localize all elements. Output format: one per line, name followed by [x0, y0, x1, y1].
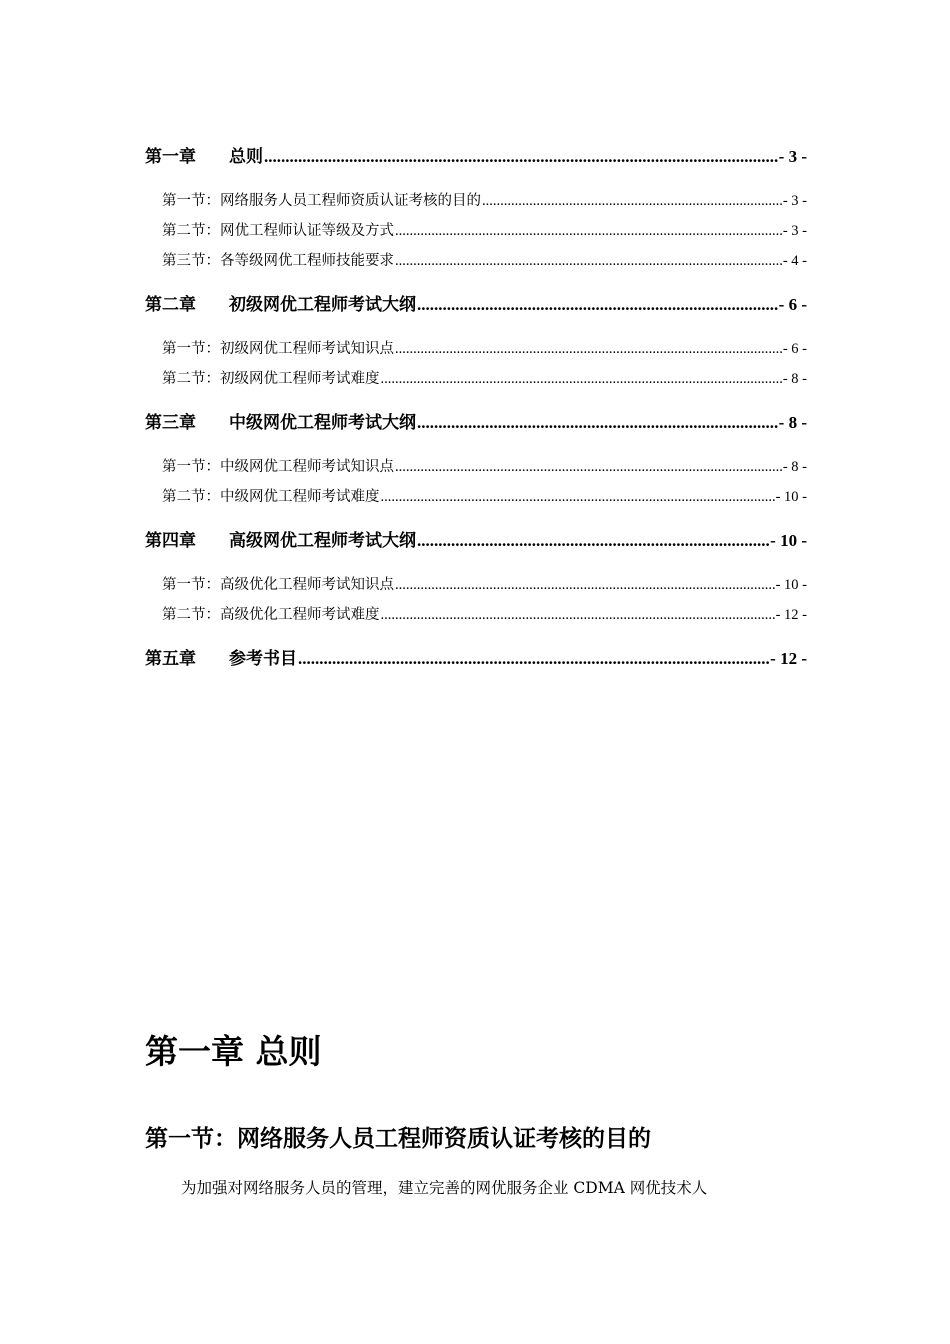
toc-entry-title: 高级优化工程师考试知识点 [220, 577, 394, 593]
toc-entry-number: 第一节： [162, 577, 220, 593]
toc-entry-page: - 6 - [782, 341, 807, 357]
toc-leader-dots [381, 482, 775, 512]
toc-leader-dots [381, 364, 782, 394]
toc-chapter-entry[interactable] [145, 143, 807, 171]
toc-entry-page: - 8 - [778, 413, 807, 432]
toc-leader-dots [264, 143, 778, 171]
toc-entry-page: - 10 - [770, 531, 807, 550]
toc-leader-dots [395, 334, 782, 364]
table-of-contents [145, 143, 807, 688]
toc-entry-number: 第二节： [162, 371, 220, 387]
toc-entry-number: 第一节： [162, 341, 220, 357]
toc-section-entry[interactable] [145, 186, 807, 216]
toc-entry-number: 第二节： [162, 223, 220, 239]
toc-section-entry[interactable] [145, 452, 807, 482]
toc-entry-number: 第四章 [145, 531, 196, 551]
toc-entry-title: 各等级网优工程师技能要求 [220, 253, 394, 269]
toc-leader-dots [395, 452, 782, 482]
toc-leader-dots [395, 246, 782, 276]
toc-chapter-entry[interactable] [145, 409, 807, 437]
toc-entry-title: 初级网优工程师考试难度 [220, 371, 380, 387]
toc-entry-page: - 3 - [782, 193, 807, 209]
toc-leader-dots [395, 570, 775, 600]
toc-entry-page: - 3 - [782, 223, 807, 239]
toc-leader-dots [395, 216, 782, 246]
toc-section-entry[interactable] [145, 246, 807, 276]
toc-section-entry[interactable] [145, 216, 807, 246]
toc-entry-page: - 6 - [778, 295, 807, 314]
toc-entry-title: 总则 [229, 147, 263, 167]
toc-entry-number: 第二节： [162, 607, 220, 623]
toc-entry-title: 网络服务人员工程师资质认证考核的目的 [220, 193, 481, 209]
toc-leader-dots [298, 645, 769, 673]
toc-entry-number: 第一节： [162, 459, 220, 475]
toc-section-entry[interactable] [145, 600, 807, 630]
toc-entry-number: 第一章 [145, 147, 196, 167]
toc-entry-number: 第三章 [145, 413, 196, 433]
toc-entry-number: 第五章 [145, 649, 196, 669]
toc-section-entry[interactable] [145, 364, 807, 394]
toc-section-entry[interactable] [145, 334, 807, 364]
toc-chapter-entry[interactable] [145, 291, 807, 319]
toc-entry-title: 参考书目 [229, 649, 297, 669]
toc-leader-dots [381, 600, 775, 630]
toc-entry-title: 高级网优工程师考试大纲 [229, 531, 416, 551]
toc-entry-page: - 10 - [775, 577, 807, 593]
toc-entry-title: 中级网优工程师考试大纲 [229, 413, 416, 433]
toc-entry-title: 初级网优工程师考试知识点 [220, 341, 394, 357]
toc-entry-title: 网优工程师认证等级及方式 [220, 223, 394, 239]
toc-section-entry[interactable] [145, 482, 807, 512]
toc-entry-page: - 4 - [782, 253, 807, 269]
toc-entry-page: - 3 - [778, 147, 807, 166]
toc-leader-dots [417, 291, 778, 319]
chapter-heading: 第一章 总则 [145, 1032, 322, 1071]
toc-entry-page: - 8 - [782, 459, 807, 475]
toc-entry-title: 中级网优工程师考试知识点 [220, 459, 394, 475]
toc-entry-title: 初级网优工程师考试大纲 [229, 295, 416, 315]
toc-entry-page: - 12 - [770, 649, 807, 668]
toc-entry-number: 第一节： [162, 193, 220, 209]
toc-entry-page: - 10 - [775, 489, 807, 505]
toc-leader-dots [417, 527, 769, 555]
toc-entry-title: 高级优化工程师考试难度 [220, 607, 380, 623]
body-paragraph: 为加强对网络服务人员的管理，建立完善的网优服务企业 CDMA 网优技术人 [181, 1179, 708, 1197]
toc-section-entry[interactable] [145, 570, 807, 600]
toc-entry-page: - 8 - [782, 371, 807, 387]
toc-entry-number: 第二章 [145, 295, 196, 315]
toc-chapter-entry[interactable] [145, 527, 807, 555]
toc-leader-dots [417, 409, 778, 437]
toc-entry-number: 第二节： [162, 489, 220, 505]
toc-chapter-entry[interactable] [145, 645, 807, 673]
toc-entry-number: 第三节： [162, 253, 220, 269]
section-heading: 第一节：网络服务人员工程师资质认证考核的目的 [145, 1125, 651, 1152]
toc-entry-title: 中级网优工程师考试难度 [220, 489, 380, 505]
toc-leader-dots [482, 186, 782, 216]
toc-entry-page: - 12 - [775, 607, 807, 623]
